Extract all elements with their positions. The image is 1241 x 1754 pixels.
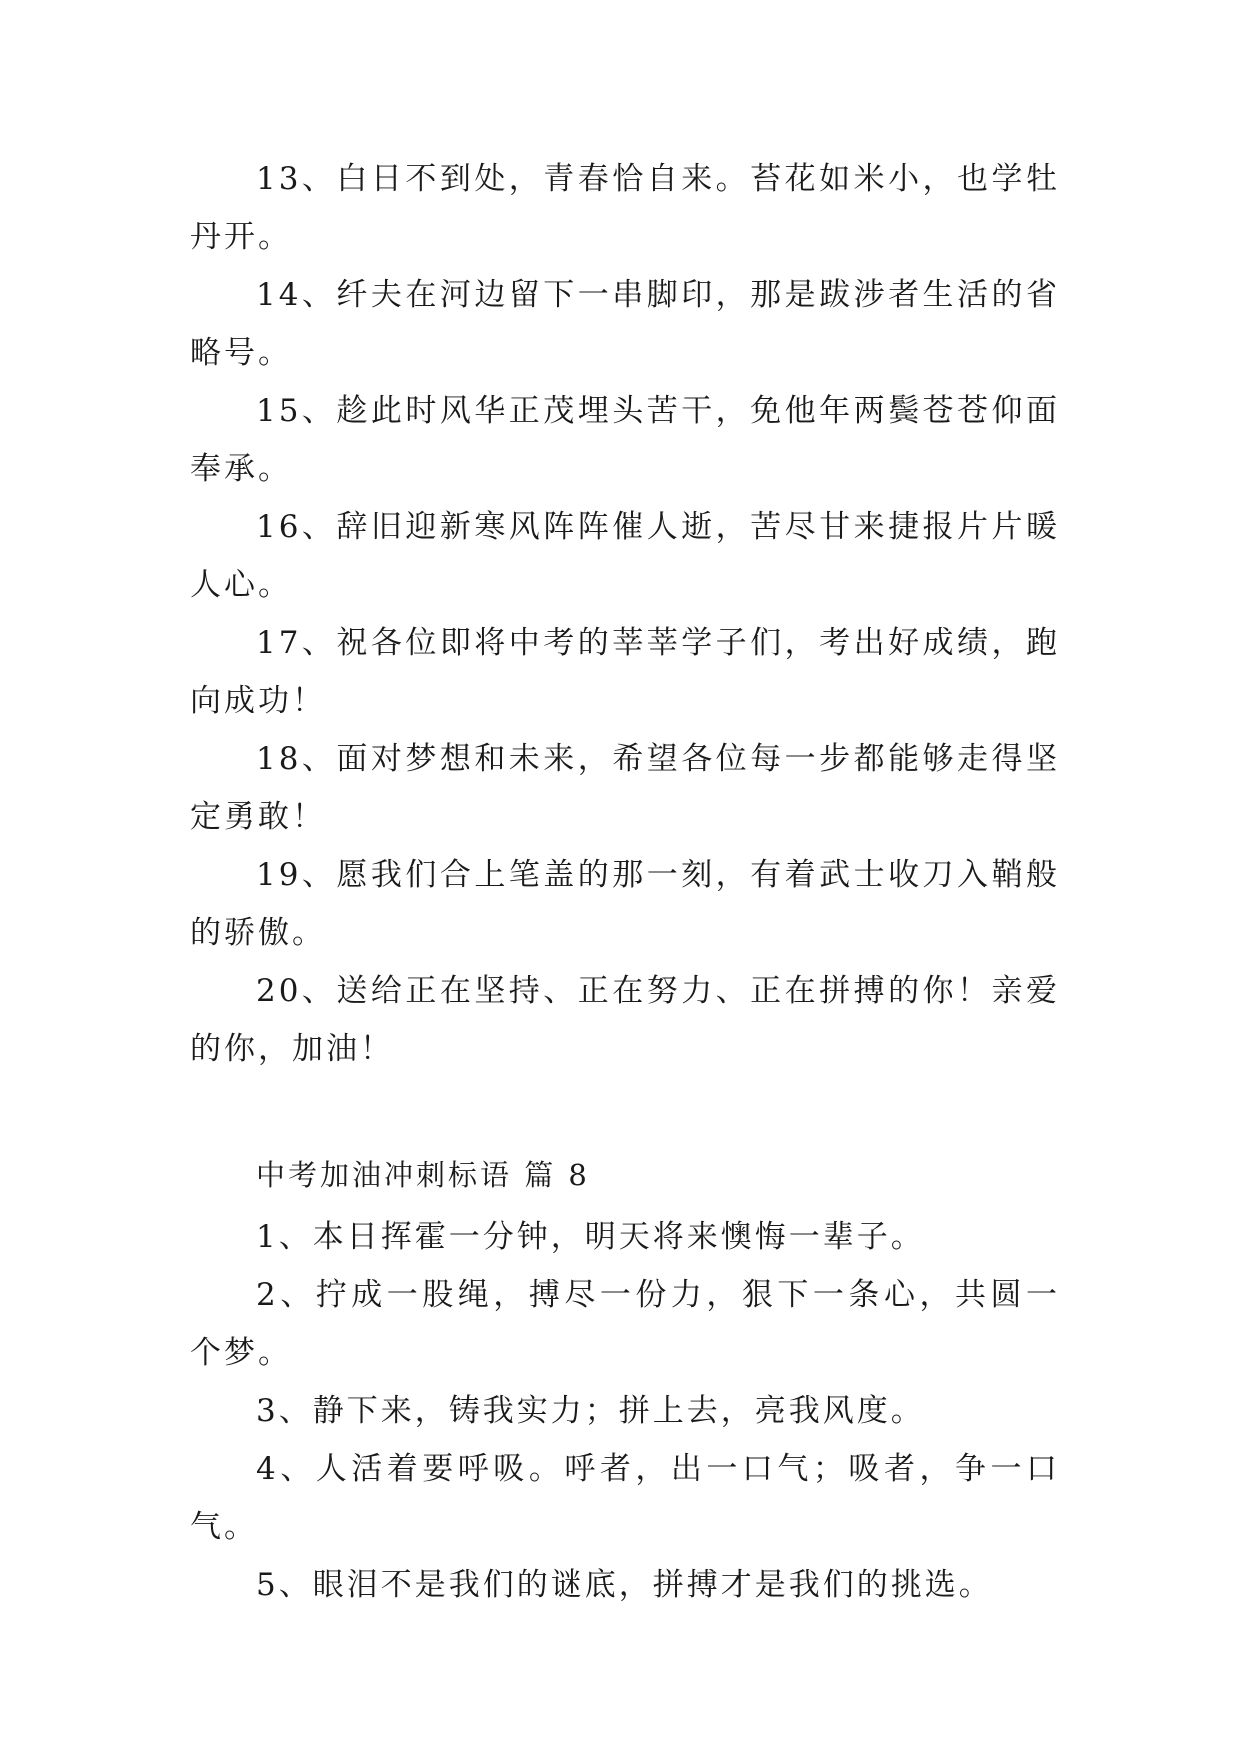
list-item: 14、纤夫在河边留下一串脚印，那是跋涉者生活的省略号。 [190, 277, 1060, 371]
slogan-list-part-1 [190, 150, 1060, 1078]
list-item: 1、本日挥霍一分钟，明天将来懊悔一辈子。 [256, 1219, 925, 1255]
list-item: 13、白日不到处，青春恰自来。苔花如米小，也学牡丹开。 [190, 161, 1060, 255]
slogan-list-part-2 [190, 1208, 1060, 1614]
list-item: 20、送给正在坚持、正在努力、正在拼搏的你！亲爱的你，加油！ [190, 973, 1060, 1067]
section-title: 中考加油冲刺标语 篇 8 [256, 1158, 590, 1192]
list-item: 3、静下来，铸我实力；拼上去，亮我风度。 [256, 1393, 925, 1429]
list-item: 4、人活着要呼吸。呼者，出一口气；吸者，争一口气。 [190, 1451, 1060, 1545]
list-item: 2、拧成一股绳，搏尽一份力，狠下一条心，共圆一个梦。 [190, 1277, 1060, 1371]
list-item: 18、面对梦想和未来，希望各位每一步都能够走得坚定勇敢！ [190, 741, 1060, 835]
list-item: 19、愿我们合上笔盖的那一刻，有着武士收刀入鞘般的骄傲。 [190, 857, 1060, 951]
list-item: 16、辞旧迎新寒风阵阵催人逝，苦尽甘来捷报片片暖人心。 [190, 509, 1060, 603]
list-item: 15、趁此时风华正茂埋头苦干，免他年两鬓苍苍仰面奉承。 [190, 393, 1060, 487]
list-item: 17、祝各位即将中考的莘莘学子们，考出好成绩，跑向成功！ [190, 625, 1060, 719]
list-item: 5、眼泪不是我们的谜底，拼搏才是我们的挑选。 [256, 1567, 993, 1603]
